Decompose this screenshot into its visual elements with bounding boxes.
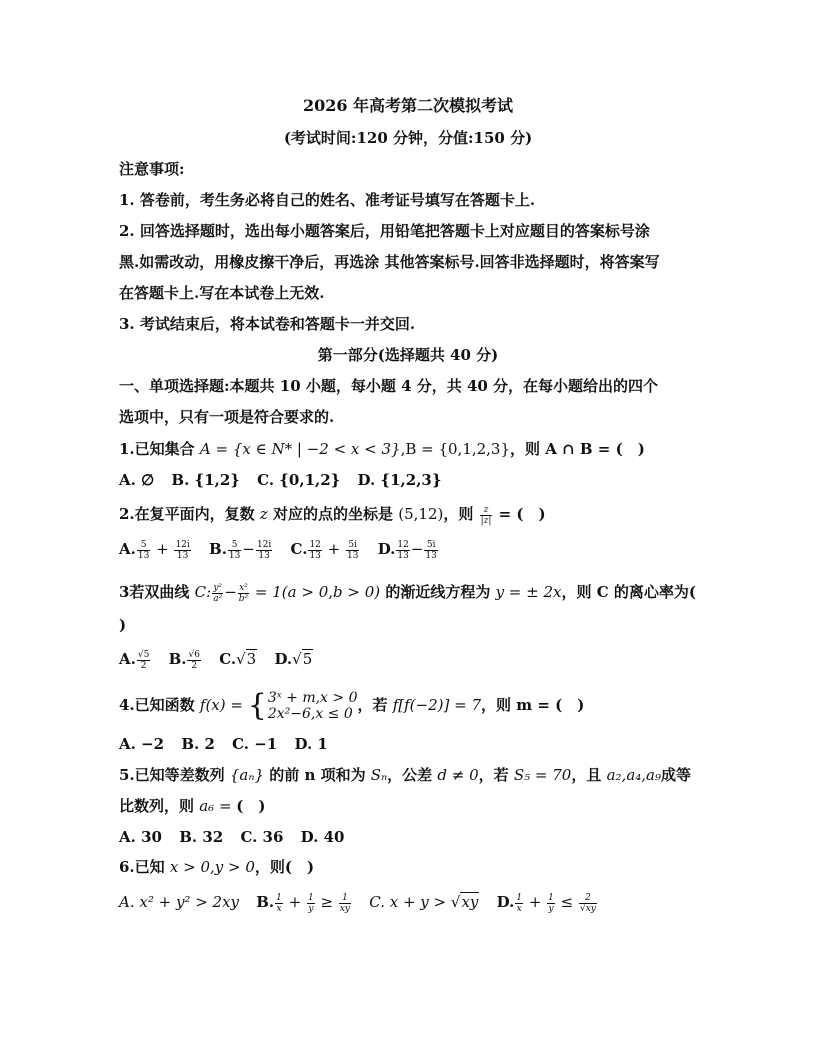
section-instructions-line-2: 选项中，只有一项是符合要求的. bbox=[119, 408, 335, 426]
q2-fraction: $\frac{z}{|z|}$ bbox=[480, 504, 492, 526]
q4-option-c: C. −1 bbox=[232, 735, 278, 753]
question-2 bbox=[119, 503, 697, 526]
question-5-line-2 bbox=[119, 795, 697, 817]
q2-option-b: B. $\frac{5}{13}$ − $\frac{12i}{13}$ bbox=[209, 539, 272, 561]
q4-option-a: A. −2 bbox=[119, 735, 165, 753]
q3-rest: = 1(a > 0,b > 0) bbox=[250, 583, 381, 601]
q3-prefix: 3若双曲线 bbox=[119, 583, 195, 601]
q3-minus: − bbox=[224, 583, 237, 601]
q1-options bbox=[119, 469, 697, 491]
q5-prefix: 5.已知等差数列 bbox=[119, 766, 230, 784]
q1-option-a: A. ∅ bbox=[119, 471, 155, 489]
q2-coord: (5,12) bbox=[398, 505, 444, 523]
q5-line2-prefix: 比数列，则 bbox=[119, 797, 200, 815]
q4-prefix: 4.已知函数 bbox=[119, 696, 200, 714]
question-5-line-1 bbox=[119, 764, 697, 786]
q6-options bbox=[119, 891, 697, 914]
q6-prefix: 6.已知 bbox=[119, 858, 170, 876]
q6-suffix: ，则( ) bbox=[254, 858, 315, 876]
q3-option-a: A. $\frac{√5}{2}$ bbox=[119, 649, 150, 671]
q5-mid-4: ，且 bbox=[571, 766, 607, 784]
q3-mid: 的渐近线方程为 bbox=[380, 583, 496, 601]
q2-suffix: = ( ) bbox=[493, 505, 546, 523]
q3-option-b: B. $\frac{√6}{2}$ bbox=[168, 649, 200, 671]
q4-cases: 3ˣ + m,x > 0 2x²−6,x ≤ 0 bbox=[267, 690, 358, 722]
q6-option-c: C. x + y > √xy bbox=[369, 893, 479, 911]
q3-fraction-2: $\frac{\text{x²}}{\text{b²}}$ bbox=[238, 582, 249, 604]
q5-a6: a₆ = bbox=[199, 797, 237, 815]
q5-line2-suffix: ( ) bbox=[236, 797, 266, 815]
q5-sequence: {aₙ} bbox=[229, 766, 264, 784]
q1-option-d: D. {1,2,3} bbox=[357, 471, 442, 489]
part1-title: 第一部分(选择题共 40 分) bbox=[317, 346, 499, 364]
notice-item-2-line-2: 黑.如需改动，用橡皮擦干净后，再选涂 其他答案标号.回答非选择题时，将答案写 bbox=[119, 253, 660, 271]
q5-option-a: A. 30 bbox=[119, 828, 162, 846]
q2-options bbox=[119, 538, 697, 561]
exam-subtitle: (考试时间:120 分钟，分值:150 分) bbox=[283, 129, 533, 147]
q6-condition: x > 0,y > 0 bbox=[169, 858, 255, 876]
q4-brace: { bbox=[247, 688, 267, 723]
q3-suffix: ，则 C 的离心率为( bbox=[561, 583, 696, 601]
section-instructions-line-1: 一、单项选择题:本题共 10 小题，每小题 4 分，共 40 分，在每小题给出的四个 bbox=[119, 377, 659, 395]
q5-mid: 的前 n 项和为 bbox=[264, 766, 371, 784]
q5-option-c: C. 36 bbox=[240, 828, 284, 846]
q4-options bbox=[119, 733, 697, 755]
q1-set-b: ,B = {0,1,2,3} bbox=[400, 440, 511, 458]
q2-after: ，则 bbox=[443, 505, 479, 523]
q3-options bbox=[119, 648, 697, 671]
q5-mid-2: ，公差 bbox=[387, 766, 438, 784]
q3-option-d: D.√5 bbox=[274, 650, 313, 668]
q4-option-b: B. 2 bbox=[181, 735, 215, 753]
notice-item-1: 1. 答卷前，考生务必将自己的姓名、准考证号填写在答题卡上. bbox=[119, 191, 536, 209]
question-3 bbox=[119, 581, 697, 604]
q1-set-a: A = {x ∈ N* | −2 < x < 3} bbox=[199, 440, 401, 458]
q1-suffix: ，则 A ∩ B = ( ) bbox=[510, 440, 645, 458]
q4-function: f(x) = bbox=[199, 696, 248, 714]
question-6 bbox=[119, 856, 697, 878]
q5-d: d ≠ 0 bbox=[437, 766, 479, 784]
q5-mid-3: ，若 bbox=[478, 766, 514, 784]
q5-option-b: B. 32 bbox=[179, 828, 224, 846]
q5-option-d: D. 40 bbox=[300, 828, 345, 846]
q5-line1-suffix: 成等 bbox=[661, 766, 692, 784]
q3-option-c: C.√3 bbox=[219, 650, 257, 668]
q4-option-d: D. 1 bbox=[294, 735, 328, 753]
q5-sn: Sₙ bbox=[370, 766, 388, 784]
q3-c: C: bbox=[194, 583, 212, 601]
q6-option-b: B. $\frac{1}{x}$ + $\frac{1}{y}$ ≥ $\frac{1}{xy}$ bbox=[256, 892, 351, 914]
notice-item-2-line-1: 2. 回答选择题时，选出每小题答案后，用铅笔把答题卡上对应题目的答案标号涂 bbox=[119, 222, 650, 240]
exam-title: 2026 年高考第二次模拟考试 bbox=[302, 96, 514, 115]
q2-option-d: D. $\frac{12}{13}$ − $\frac{5i}{13}$ bbox=[377, 539, 437, 561]
notice-heading: 注意事项: bbox=[119, 160, 185, 178]
q2-prefix: 2.在复平面内，复数 bbox=[119, 505, 260, 523]
q3-asymptote: y = ± 2x bbox=[495, 583, 562, 601]
q1-option-c: C. {0,1,2} bbox=[257, 471, 341, 489]
q5-options bbox=[119, 826, 697, 848]
question-1 bbox=[119, 438, 697, 460]
notice-item-2-line-3: 在答题卡上.写在本试卷上无效. bbox=[119, 284, 325, 302]
q4-mid: ，若 bbox=[357, 696, 393, 714]
q2-mid: 对应的点的坐标是 bbox=[267, 505, 399, 523]
q2-option-a: A. $\frac{5}{13}$ + $\frac{12i}{13}$ bbox=[119, 539, 190, 561]
q1-prefix: 1.已知集合 bbox=[119, 440, 200, 458]
q4-condition: f[f(−2)] = 7 bbox=[392, 696, 481, 714]
question-4 bbox=[119, 690, 697, 722]
q2-option-c: C. $\frac{12}{13}$ + $\frac{5i}{13}$ bbox=[290, 539, 359, 561]
q6-option-d: D. $\frac{1}{x}$ + $\frac{1}{y}$ ≤ $\frac{2}{√xy}$ bbox=[496, 892, 596, 914]
q5-terms: a₂,a₄,a₉ bbox=[606, 766, 661, 784]
notice-item-3: 3. 考试结束后，将本试卷和答题卡一并交回. bbox=[119, 315, 416, 333]
q1-option-b: B. {1,2} bbox=[171, 471, 240, 489]
q3-fraction-1: $\frac{\text{y²}}{\text{a²}}$ bbox=[213, 582, 223, 604]
q5-s5: S₅ = 70 bbox=[513, 766, 572, 784]
q6-option-a: A. x² + y² > 2xy bbox=[119, 893, 240, 911]
q3-continued: ) bbox=[119, 616, 127, 634]
q4-suffix: ，则 m = ( ) bbox=[481, 696, 585, 714]
q2-z: z bbox=[259, 505, 268, 523]
